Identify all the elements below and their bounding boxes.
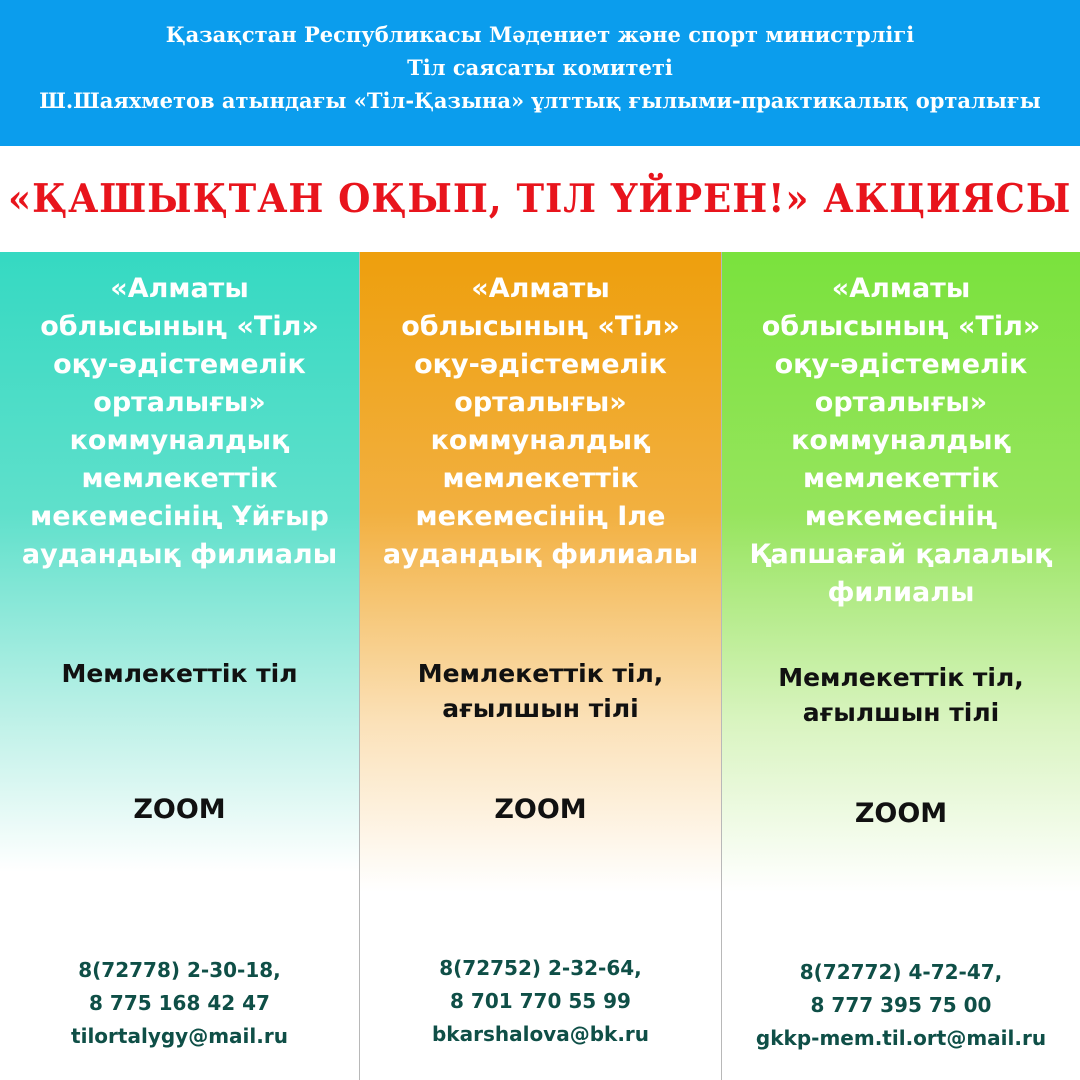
contact-info <box>360 952 721 1051</box>
branch-column-kapshagay <box>722 252 1080 1080</box>
branch-name-line: аудандық филиалы <box>382 539 699 570</box>
ministry-title: Қазақстан Республикасы Мәдениет және спорт министрлігі <box>165 22 915 47</box>
branch-name <box>0 270 359 574</box>
phone-number: 8(72772) 4-72-47, <box>799 960 1003 984</box>
branch-name-line: оқу-әдістемелік <box>414 349 667 380</box>
email-address: bkarshalova@bk.ru <box>431 1022 650 1046</box>
platform-label: ZOOM <box>133 794 226 825</box>
course-language-line: Мемлекеттік тіл, <box>417 659 664 688</box>
branch-name-line: мемлекеттік <box>81 463 278 494</box>
course-languages <box>722 660 1080 730</box>
committee-title: Тіл саясаты комитеті <box>407 55 673 80</box>
branch-name-line: облысының «Тіл» <box>761 311 1041 342</box>
branch-name-line: облысының «Тіл» <box>401 311 680 342</box>
branch-name-line: мемлекеттік <box>442 463 639 494</box>
course-language-line: Мемлекеттік тіл <box>61 659 298 688</box>
branch-column-ile <box>360 252 721 1080</box>
email-address: tilortalygy@mail.ru <box>71 1024 288 1048</box>
branch-name-line: облысының «Тіл» <box>40 311 319 342</box>
center-title: Ш.Шаяхметов атындағы «Тіл-Қазына» ұлттық ғылыми-практикалық орталығы <box>39 88 1041 113</box>
branch-name <box>722 270 1080 612</box>
branch-name-line: мемлекеттік <box>802 463 1000 494</box>
branch-name-line: орталығы» <box>814 387 988 418</box>
branch-name-line: аудандық филиалы <box>21 539 338 570</box>
branch-name-line: «Алматы <box>110 273 249 304</box>
branch-name-line: коммуналдық <box>69 425 290 456</box>
branch-name-line: Қапшағай қалалық <box>749 539 1053 570</box>
contact-info <box>722 956 1080 1055</box>
email-address: gkkp-mem.til.ort@mail.ru <box>755 1026 1047 1050</box>
course-language-line: ағылшын тілі <box>442 694 639 723</box>
course-language-line: ағылшын тілі <box>802 698 1000 727</box>
campaign-title: «ҚАШЫҚТАН ОҚЫП, ТІЛ ҮЙРЕН!» АКЦИЯСЫ <box>8 176 1072 222</box>
branch-column-uighur <box>0 252 359 1080</box>
phone-number: 8(72752) 2-32-64, <box>439 956 642 980</box>
branch-name-line: оқу-әдістемелік <box>774 349 1028 380</box>
branch-name-line: «Алматы <box>831 273 971 304</box>
branch-name-line: мекемесінің Іле <box>415 501 666 532</box>
platform-label: ZOOM <box>494 794 587 825</box>
phone-number: 8(72778) 2-30-18, <box>78 958 281 982</box>
contact-info <box>0 954 359 1053</box>
branch-name-line: филиалы <box>827 577 975 608</box>
mobile-number: 8 777 395 75 00 <box>810 993 992 1017</box>
mobile-number: 8 701 770 55 99 <box>450 989 631 1013</box>
platform-label: ZOOM <box>854 798 948 829</box>
branch-name-line: мекемесінің <box>804 501 998 532</box>
branch-name <box>360 270 721 574</box>
branch-name-line: оқу-әдістемелік <box>53 349 306 380</box>
campaign-banner <box>0 146 1080 252</box>
course-language-line: Мемлекеттік тіл, <box>778 663 1024 692</box>
course-languages <box>360 656 721 726</box>
branch-name-line: коммуналдық <box>430 425 651 456</box>
branch-name-line: мекемесінің Ұйғыр <box>30 501 329 532</box>
column-divider <box>359 252 360 1080</box>
branch-name-line: коммуналдық <box>791 425 1011 456</box>
mobile-number: 8 775 168 42 47 <box>89 991 270 1015</box>
branch-name-line: орталығы» <box>93 387 266 418</box>
column-divider <box>721 252 722 1080</box>
branch-name-line: орталығы» <box>454 387 627 418</box>
branch-name-line: «Алматы <box>471 273 610 304</box>
header-banner <box>0 0 1080 146</box>
course-languages <box>0 656 359 691</box>
